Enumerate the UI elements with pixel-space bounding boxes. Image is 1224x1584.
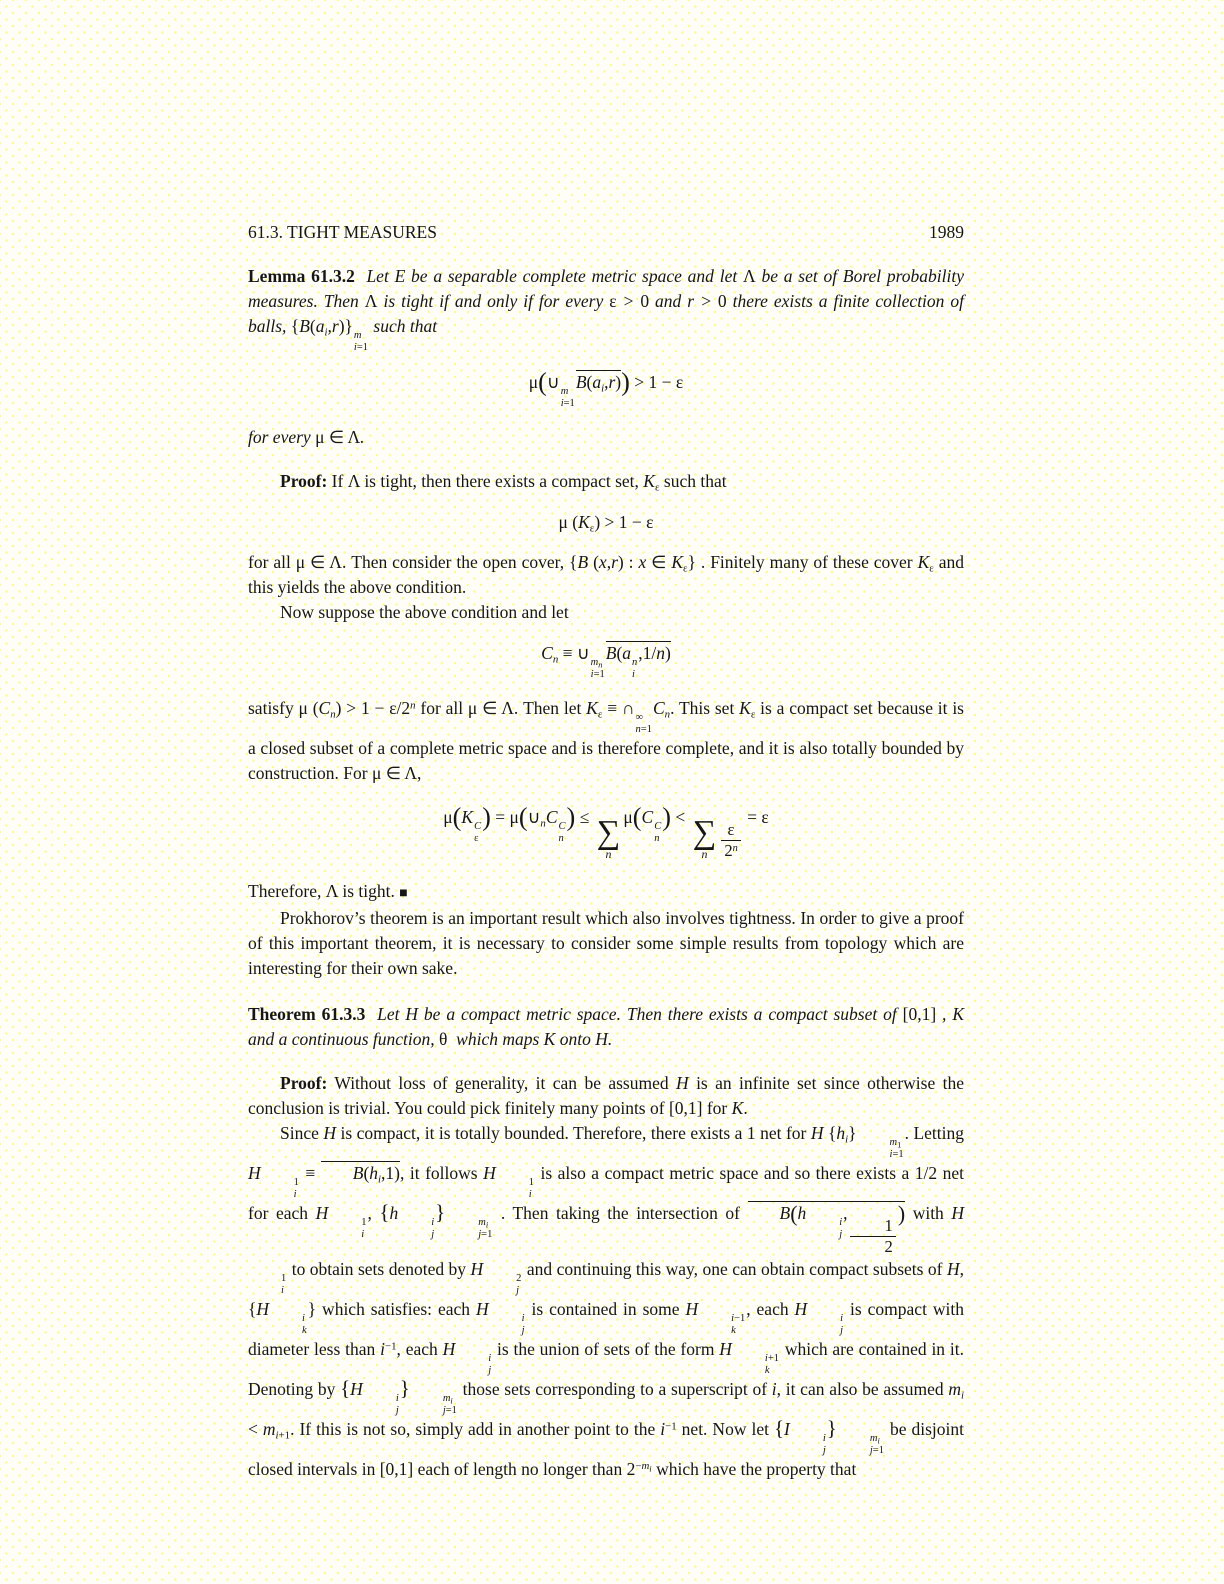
open-cover-paragraph: for all μ ∈ Λ. Then consider the open cover, {B (x,r) : x ∈ $K_\varepsilon$} . Finitely many of these cover $K_\varepsilon$ and this yields the above condition. <box>248 552 965 598</box>
theorem-61-3-3: Theorem 61.3.3 Let H be a compact metric space. Then there exists a compact subset of [0,1] , K and a continuous function, θ which maps K onto H. <box>248 1004 964 1050</box>
now-suppose-line: Now suppose the above condition and let <box>280 602 569 623</box>
therefore-tight-line: Therefore, Λ is tight. ■ <box>248 881 408 902</box>
satisfy-paragraph: satisfy μ $(C_n) > 1 - \varepsilon/2^n$ for all μ ∈ Λ. Then let $K_\varepsilon$ ≡ ∩ ∞ n=1 $C_n$. This set $K_\varepsilon$ is a compact set because it is a closed subset of a complete metric space and is therefore complete, and it is also totally bounded by construction. For μ ∈ Λ, <box>248 697 964 783</box>
equation-complement-sum: μ(K C ε ) = $\mu(\cup_nC$ C n ) ≤ ∑ n μ(C C n ) < ∑ n $\frac{\varepsilon}{2^n}$ = ε <box>443 802 769 862</box>
equation-tightness-balls: μ(∪ m i=1 $B(a_i,r)) > 1 - \varepsilon$ <box>528 367 684 409</box>
for-every-mu-line: for every μ ∈ Λ. <box>248 426 365 447</box>
page-body <box>248 264 964 1482</box>
page-number: 1989 <box>929 222 964 242</box>
lemma-61-3-2: Lemma 61.3.2 Let E be a separable complete metric space and let Λ be a set of Borel probability measures. Then Λ is tight if and only if for every ε > 0 and r > 0 there exists a finite collection of balls, $\{B(a_i,r)\}$ m i=1 such that <box>248 266 965 353</box>
proof-theorem: Proof: Without loss of generality, it can be assumed H is an infinite set since otherwise the conclusion is trivial. You could pick finitely many points of [0,1] for K. <box>248 1073 964 1119</box>
qed-square-icon: ■ <box>399 886 408 902</box>
equation-cn-definition: $C_n$ ≡ ∪ $m_n$ i=1 B(a n i ,1/n) <box>541 643 671 680</box>
since-h-compact-paragraph: Since H is compact, it is totally bounded. Therefore, there exists a 1 net for H $\{h_i\}$ $m_1$ i=1 . Letting H 1 i ≡ $B(h_i,1)$, it follows H 1 i is also a compact metric space and so there exists a 1/2 net for each H 1 i , {h i j } $m_i$ j=1 . Then taking the intersection of B(h i j , $\frac{1}{2}$ ) with H 1 i to obtain sets denoted by H 2 j and continuing this way, one can obtain compact subsets of H, {H i k } which satisfies: each H i j is contained in some H i−1 k , each H i j is compact with diameter less than $i^{-1}$, each H i j is the union of sets of the form H i+1 k which are contained in it. Denoting by {H i j } $m_i$ j=1 those sets corresponding to a superscript of i, it can also be assumed $m_i < m_{i+1}$. If this is not so, simply add in another point to the $i^{-1}$ net. Now let {I i j } $m_i$ j=1 be disjoint closed intervals in [0,1] each of length no longer than $2^{-m_i}$ which have the property that <box>248 1123 964 1479</box>
proof-lemma: Proof: If Λ is tight, then there exists a compact set, $K_\varepsilon$ such that <box>280 470 727 494</box>
running-header <box>248 220 964 245</box>
section-title: 61.3. TIGHT MEASURES <box>248 222 437 242</box>
equation-mu-k-epsilon: μ $(K_\varepsilon) > 1 - \varepsilon$ <box>558 511 654 535</box>
prokhorov-paragraph: Prokhorov’s theorem is an important result which also involves tightness. In order to give a proof of this important theorem, it is necessary to consider some simple results from topology which are interesting for their own sake. <box>248 908 964 979</box>
